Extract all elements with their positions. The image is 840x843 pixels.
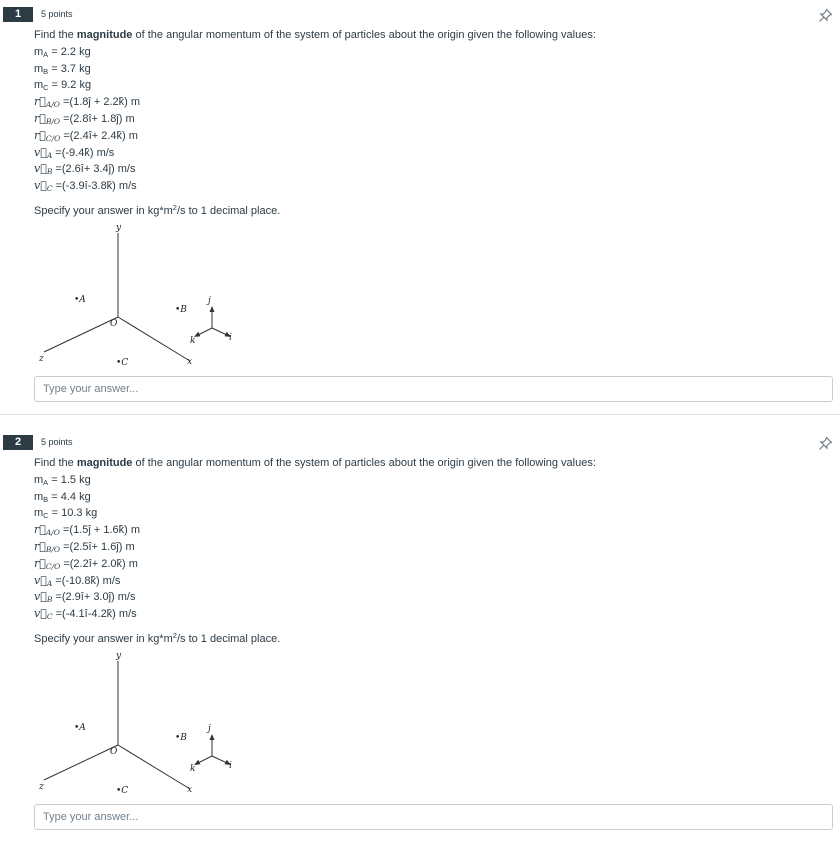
question-text (34, 27, 596, 195)
mass-a: $m_A = 2.2$ kg (34, 45, 91, 59)
velocity-a: v⃗A =(-9.4k̂) m/s (34, 145, 115, 160)
pin-icon[interactable] (818, 436, 833, 451)
z-label: z (39, 782, 44, 792)
k-arrow (198, 756, 212, 763)
question-prompt: Find the magnitude of the angular momentum of the system of particles about the origin given the following values: (34, 29, 596, 41)
position-c: r⃗C/O =(2.4î+ 2.4k̂) m (34, 128, 138, 143)
origin-label: O (110, 319, 118, 329)
x-label: x (187, 785, 193, 795)
answer-spec: Specify your answer in $kg*m^2/s$ to 1 decimal place. (34, 203, 281, 217)
mass-a: $m_A = 1.5$ kg (34, 473, 91, 487)
mass-c: $m_C = 10.3$ kg (34, 507, 98, 521)
question-divider (0, 414, 840, 415)
k-label: k (190, 764, 196, 774)
velocity-b: v⃗B =(2.6î+ 3.4ĵ) m/s (34, 162, 136, 177)
mass-c: $m_C = 9.2$ kg (34, 79, 92, 93)
velocity-b: v⃗B =(2.9î+ 3.0ĵ) m/s (34, 590, 136, 605)
answer-input[interactable] (34, 804, 833, 830)
mass-b: $m_B = 3.7$ kg (34, 62, 91, 76)
position-b: r⃗B/O =(2.8î+ 1.8ĵ) m (34, 111, 135, 126)
z-label: z (39, 354, 44, 364)
z-axis (44, 317, 118, 352)
i-arrow (212, 756, 227, 763)
j-label: j (208, 296, 211, 306)
point-b: •B (175, 733, 187, 743)
x-axis (118, 745, 190, 789)
question-points: 5 points (41, 9, 73, 19)
velocity-c: v⃗C =(-3.9î-3.8k̂) m/s (34, 179, 137, 194)
point-c: •C (116, 358, 129, 368)
x-label: x (187, 357, 193, 367)
k-label: k (190, 336, 196, 346)
i-label: i (229, 761, 232, 771)
z-axis (44, 745, 118, 780)
y-label: y (116, 223, 122, 233)
answer-spec: Specify your answer in $kg*m^2/s$ to 1 decimal place. (34, 631, 281, 645)
k-arrow (198, 328, 212, 335)
question-1 (0, 0, 840, 415)
position-a: r⃗A/O =(1.5ĵ + 1.6k̂) m (34, 523, 141, 538)
position-b: r⃗B/O =(2.5î+ 1.6ĵ) m (34, 539, 135, 554)
question-2 (0, 428, 840, 843)
point-c: •C (116, 786, 129, 796)
j-label: j (208, 724, 211, 734)
position-c: r⃗C/O =(2.2î+ 2.0k̂) m (34, 556, 138, 571)
axes-figure (30, 648, 250, 803)
i-arrow (212, 328, 227, 335)
question-number: 2 (3, 435, 33, 450)
answer-input[interactable] (34, 376, 833, 402)
point-b: •B (175, 305, 187, 315)
question-number: 1 (3, 7, 33, 22)
point-a: •A (74, 295, 86, 305)
velocity-c: v⃗C =(-4.1î-4.2k̂) m/s (34, 607, 137, 622)
question-text (34, 455, 596, 623)
pin-icon[interactable] (818, 8, 833, 23)
i-label: i (229, 333, 232, 343)
velocity-a: v⃗A =(-10.8k̂) m/s (34, 573, 121, 588)
origin-label: O (110, 747, 118, 757)
axes-figure (30, 220, 250, 375)
position-a: r⃗A/O =(1.8ĵ + 2.2k̂) m (34, 95, 141, 110)
question-prompt: Find the magnitude of the angular momentum of the system of particles about the origin given the following values: (34, 457, 596, 469)
mass-b: $m_B = 4.4$ kg (34, 490, 91, 504)
x-axis (118, 317, 190, 361)
y-label: y (116, 651, 122, 661)
question-points: 5 points (41, 437, 73, 447)
point-a: •A (74, 723, 86, 733)
